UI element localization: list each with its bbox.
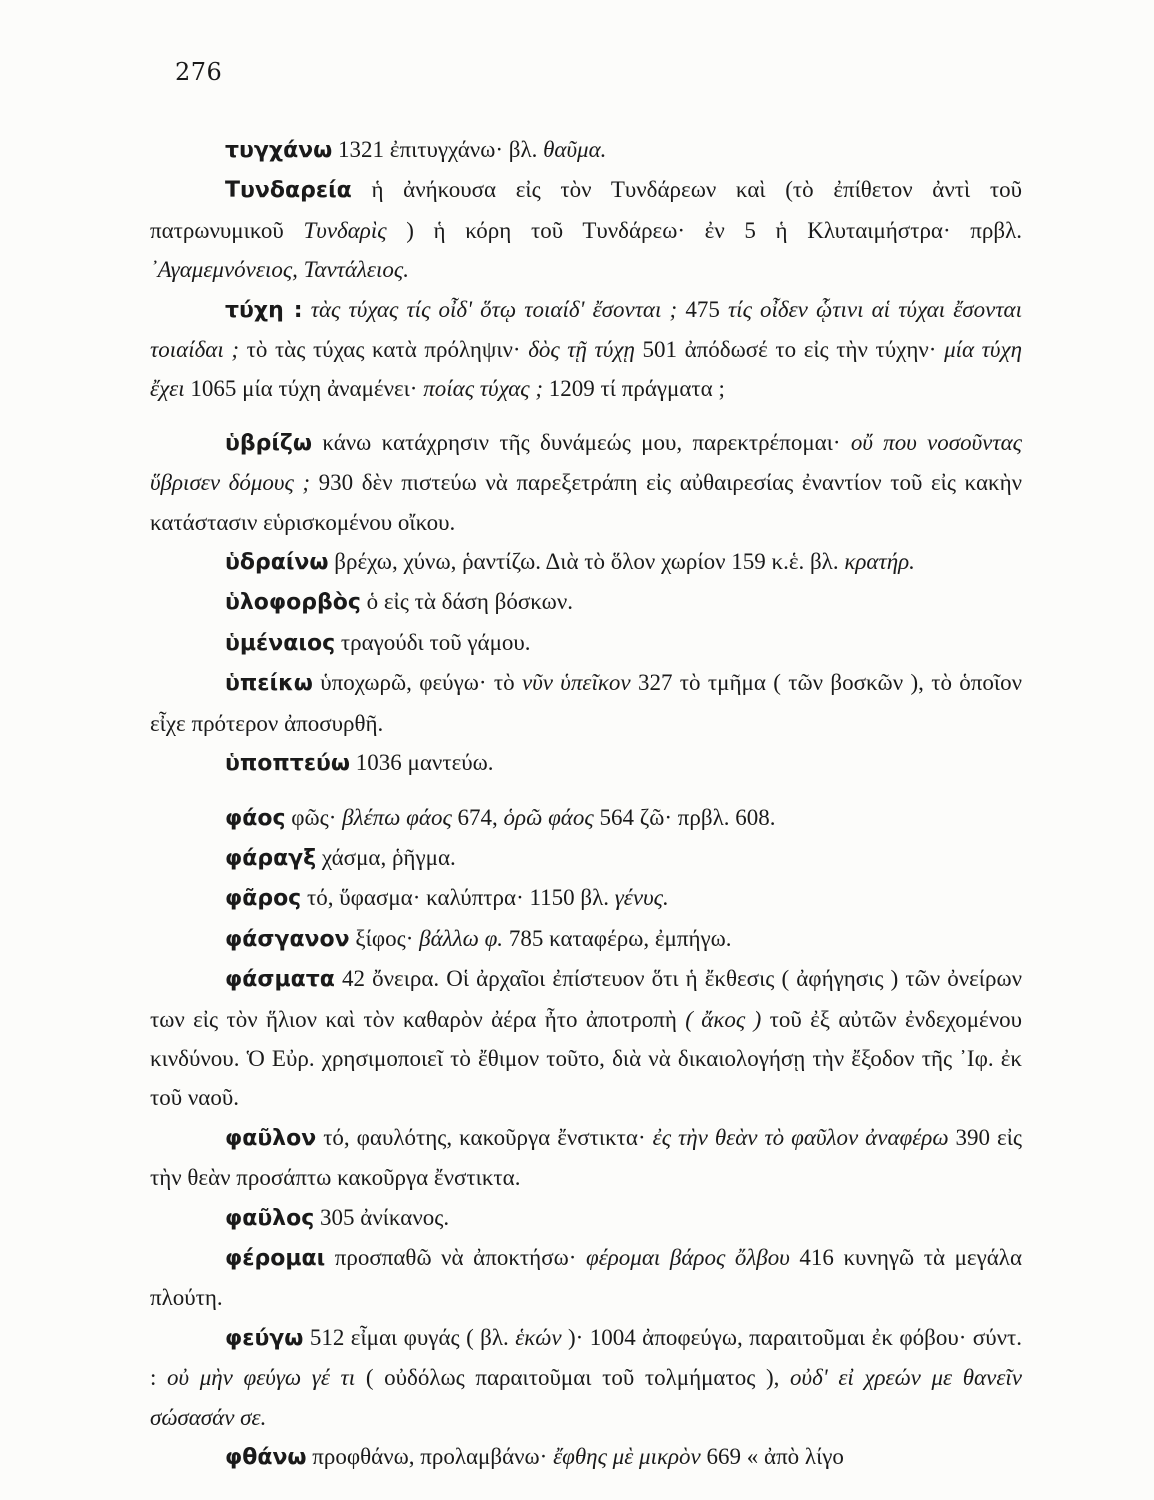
headword: τύχη : [225,297,303,323]
headword: ὑδραίνω [225,550,329,576]
headword: ὑπείκω [225,671,313,697]
headword: φεύγω [225,1325,304,1351]
headword: φάσματα [225,967,335,993]
entry: φαῦλος 305 ἀνίκανος. [225,1204,450,1231]
headword: ὑβρίζω [225,430,313,456]
headword: φαῦλον [225,1125,317,1151]
page-number: 276 [175,58,223,86]
entry: τυγχάνω 1321 ἐπιτυγχάνω· βλ. θαῦμα. [225,137,607,163]
headword: φάος [225,805,286,831]
entry: φθάνω προφθάνω, προλαμβάνω· ἔφθης μὲ μικρὸν 669 « ἀπὸ λίγο [225,1444,844,1470]
entry: τύχη : τὰς τύχας τίς οἶδ' ὅτῳ τοιαίδ' ἔσονται ; 475 τίς οἶδεν ᾧτινι αἱ τύχαι ἔσονται τοιαίδαι ; τὸ τὰς τύχας κατὰ πρόληψιν· δὸς τῇ τύχῃ 501 ἀπόδωσέ το εἰς τὴν τύχην· μία τύχη ἔχει 1065 μία τύχη ἀναμένει· ποίας τύχας ; 1209 τί πράγματα ; [150,296,1023,402]
entry: φάος φῶς· βλέπω φάος 674, ὁρῶ φάος 564 ζῶ· πρβλ. 608. [225,804,776,831]
entry: φαῦλον τό, φαυλότης, κακοῦργα ἔνστικτα· ἐς τὴν θεὰν τὸ φαῦλον ἀναφέρω 390 εἰς τὴν θεὰν προσάπτω κακοῦργα ἔνστικτα. [150,1124,1022,1191]
entry: φάσματα 42 ὄνειρα. Οἱ ἀρχαῖοι ἐπίστευον ὅτι ἡ ἔκθεσις ( ἀφήγησις ) τῶν ὀνείρων των εἰς τὸν ἥλιον καὶ τὸν καθαρὸν ἀέρα ἦτο ἀποτροπὴ ( ἄκος ) τοῦ ἐξ αὐτῶν ἐνδεχομένου κινδύνου. Ὁ Εὐρ. χρησιμοποιεῖ τὸ ἔθιμον τοῦτο, διὰ νὰ δικαιολογήσῃ τὴν ἔξοδον τῆς ᾿Ιφ. ἐκ τοῦ ναοῦ. [150,966,1023,1111]
glossary-body [150,130,1022,1477]
entry: φάραγξ χάσμα, ῥῆγμα. [225,844,456,871]
entry: ὑποπτεύω 1036 μαντεύω. [225,750,494,777]
headword: ὑμέναιος [225,630,336,656]
headword: φέρομαι [225,1245,326,1271]
headword: τυγχάνω [225,138,333,163]
headword: φάσγανον [225,926,350,952]
headword: Τυνδαρεία [225,178,352,204]
headword: φάραγξ [225,845,317,871]
entry: ὑπείκω ὑποχωρῶ, φεύγω· τὸ νῦν ὑπεῖκον 327 τὸ τμῆμα ( τῶν βοσκῶν ), τὸ ὁποῖον εἶχε πρότερον ἀποσυρθῆ. [150,670,1023,736]
entry: Τυνδαρεία ἡ ἀνήκουσα εἰς τὸν Τυνδάρεων καὶ (τὸ ἐπίθετον ἀντὶ τοῦ πατρωνυμικοῦ Τυνδαρὶς ) ἡ κόρη τοῦ Τυνδάρεω· ἐν 5 ἡ Κλυταιμήστρα· πρβλ. ᾿Αγαμεμνόνειος, Ταντάλειος. [150,177,1023,283]
headword: φᾶρος [225,886,302,912]
entry: φεύγω 512 εἶμαι φυγάς ( βλ. ἑκών )· 1004 ἀποφεύγω, παραιτοῦμαι ἐκ φόβου· σύντ. : οὐ μὴν φεύγω γέ τι ( οὐδόλως παραιτοῦμαι τοῦ τολμήματος ), οὐδ' εἰ χρεών με θανεῖν σώσασάν σε. [150,1324,1022,1430]
headword: ὑποπτεύω [225,751,351,777]
entry: φᾶρος τό, ὕφασμα· καλύπτρα· 1150 βλ. γένυς. [225,885,669,912]
entry: φάσγανον ξίφος· βάλλω φ. 785 καταφέρω, ἐμπήγω. [225,925,732,952]
entry: φέρομαι προσπαθῶ νὰ ἀποκτήσω· φέρομαι βάρος ὄλβου 416 κυνηγῶ τὰ μεγάλα πλούτη. [150,1244,1023,1311]
entry: ὑμέναιος τραγούδι τοῦ γάμου. [225,629,531,656]
entry: ὑδραίνω βρέχω, χύνω, ῥαντίζω. Διὰ τὸ ὅλον χωρίον 159 κ.ἑ. βλ. κρατήρ. [225,549,915,576]
entry: ὑβρίζω κάνω κατάχρησιν τῆς δυνάμεώς μου, παρεκτρέπομαι· οὔ που νοσοῦντας ὕβρισεν δόμους ; 930 δὲν πιστεύω νὰ παρεξετράπη εἰς αὐθαιρεσίας ἐναντίον τοῦ εἰς κακὴν κατάστασιν εὑρισκομένου οἴκου. [150,429,1023,535]
headword: φαῦλος [225,1205,315,1231]
headword: φθάνω [225,1445,307,1470]
headword: ὑλοφορβὸς [225,590,361,616]
entry: ὑλοφορβὸς ὁ εἰς τὰ δάση βόσκων. [225,589,573,616]
